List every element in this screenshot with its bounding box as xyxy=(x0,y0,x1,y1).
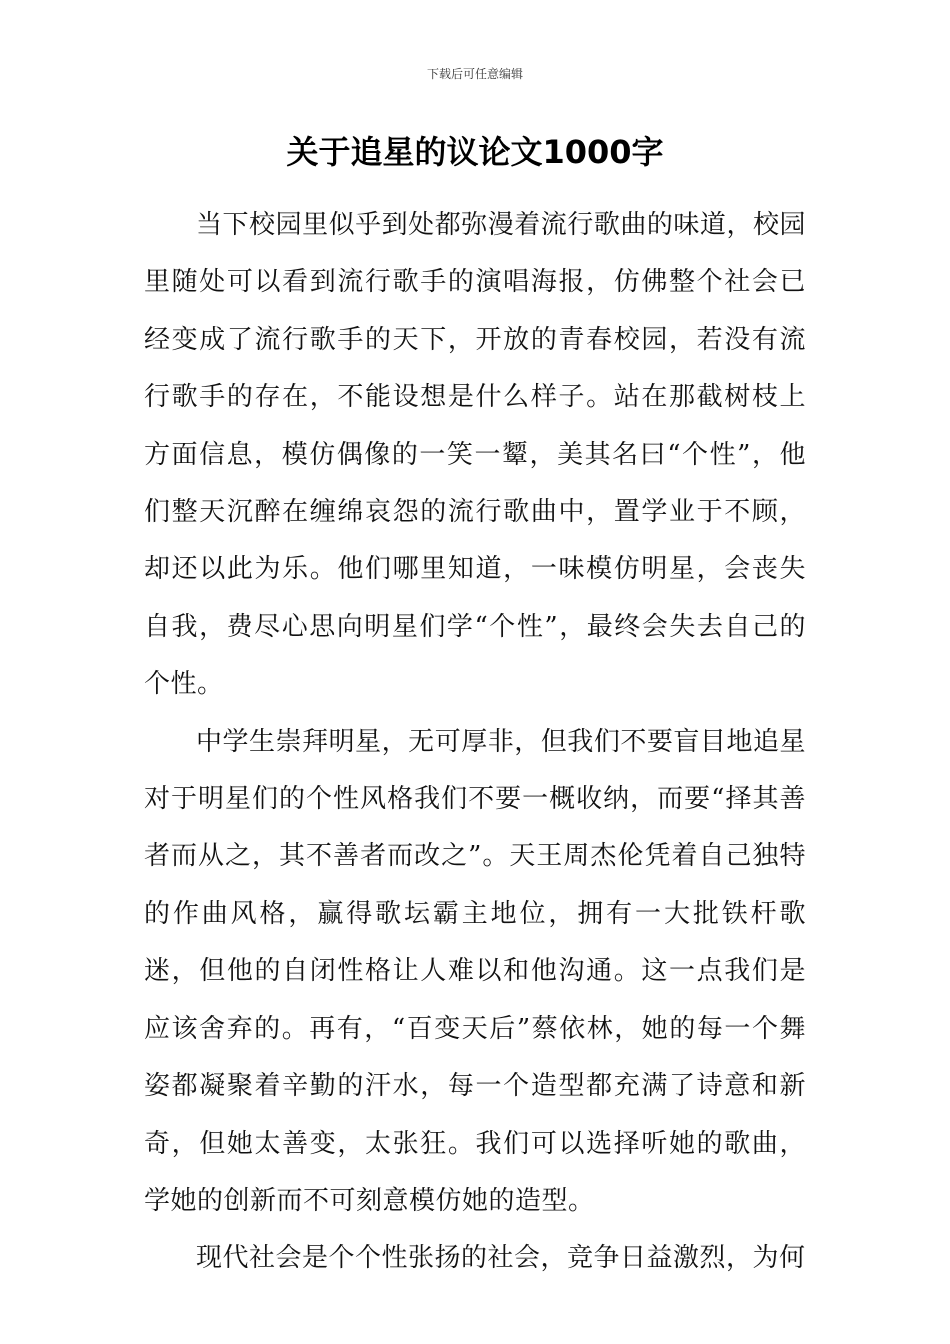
paragraph-2: 中学生崇拜明星，无可厚非，但我们不要盲目地追星对于明星们的个性风格我们不要一概收纳，而要“择其善者而从之，其不善者而改之”。天王周杰伦凭着自己独特的作曲风格，赢得歌坛霸主地位，拥有一大批铁杆歌迷，但他的自闭性格让人难以和他沟通。这一点我们是应该舍弃的。再有，“百变天后”蔡依林，她的每一个舞姿都凝聚着辛勤的汗水，每一个造型都充满了诗意和新奇，但她太善变，太张狂。我们可以选择听她的歌曲，学她的创新而不可刻意模仿她的造型。 xyxy=(144,726,806,1216)
paragraph-3: 现代社会是个个性张扬的社会，竞争日益激烈，为何 xyxy=(196,1243,806,1274)
document-title: 关于追星的议论文1000字 xyxy=(286,133,664,171)
document-body xyxy=(144,197,806,1288)
header-note: 下载后可任意编辑 xyxy=(426,67,523,81)
paragraph-1: 当下校园里似乎到处都弥漫着流行歌曲的味道，校园里随处可以看到流行歌手的演唱海报，仿佛整个社会已经变成了流行歌手的天下，开放的青春校园，若没有流行歌手的存在，不能设想是什么样子。站在那截树枝上方面信息，模仿偶像的一笑一颦，美其名曰“个性”，他们整天沉醉在缠绵哀怨的流行歌曲中，置学业于不顾，却还以此为乐。他们哪里知道，一味模仿明星，会丧失自我，费尽心思向明星们学“个性”，最终会失去自己的个性。 xyxy=(144,210,806,700)
